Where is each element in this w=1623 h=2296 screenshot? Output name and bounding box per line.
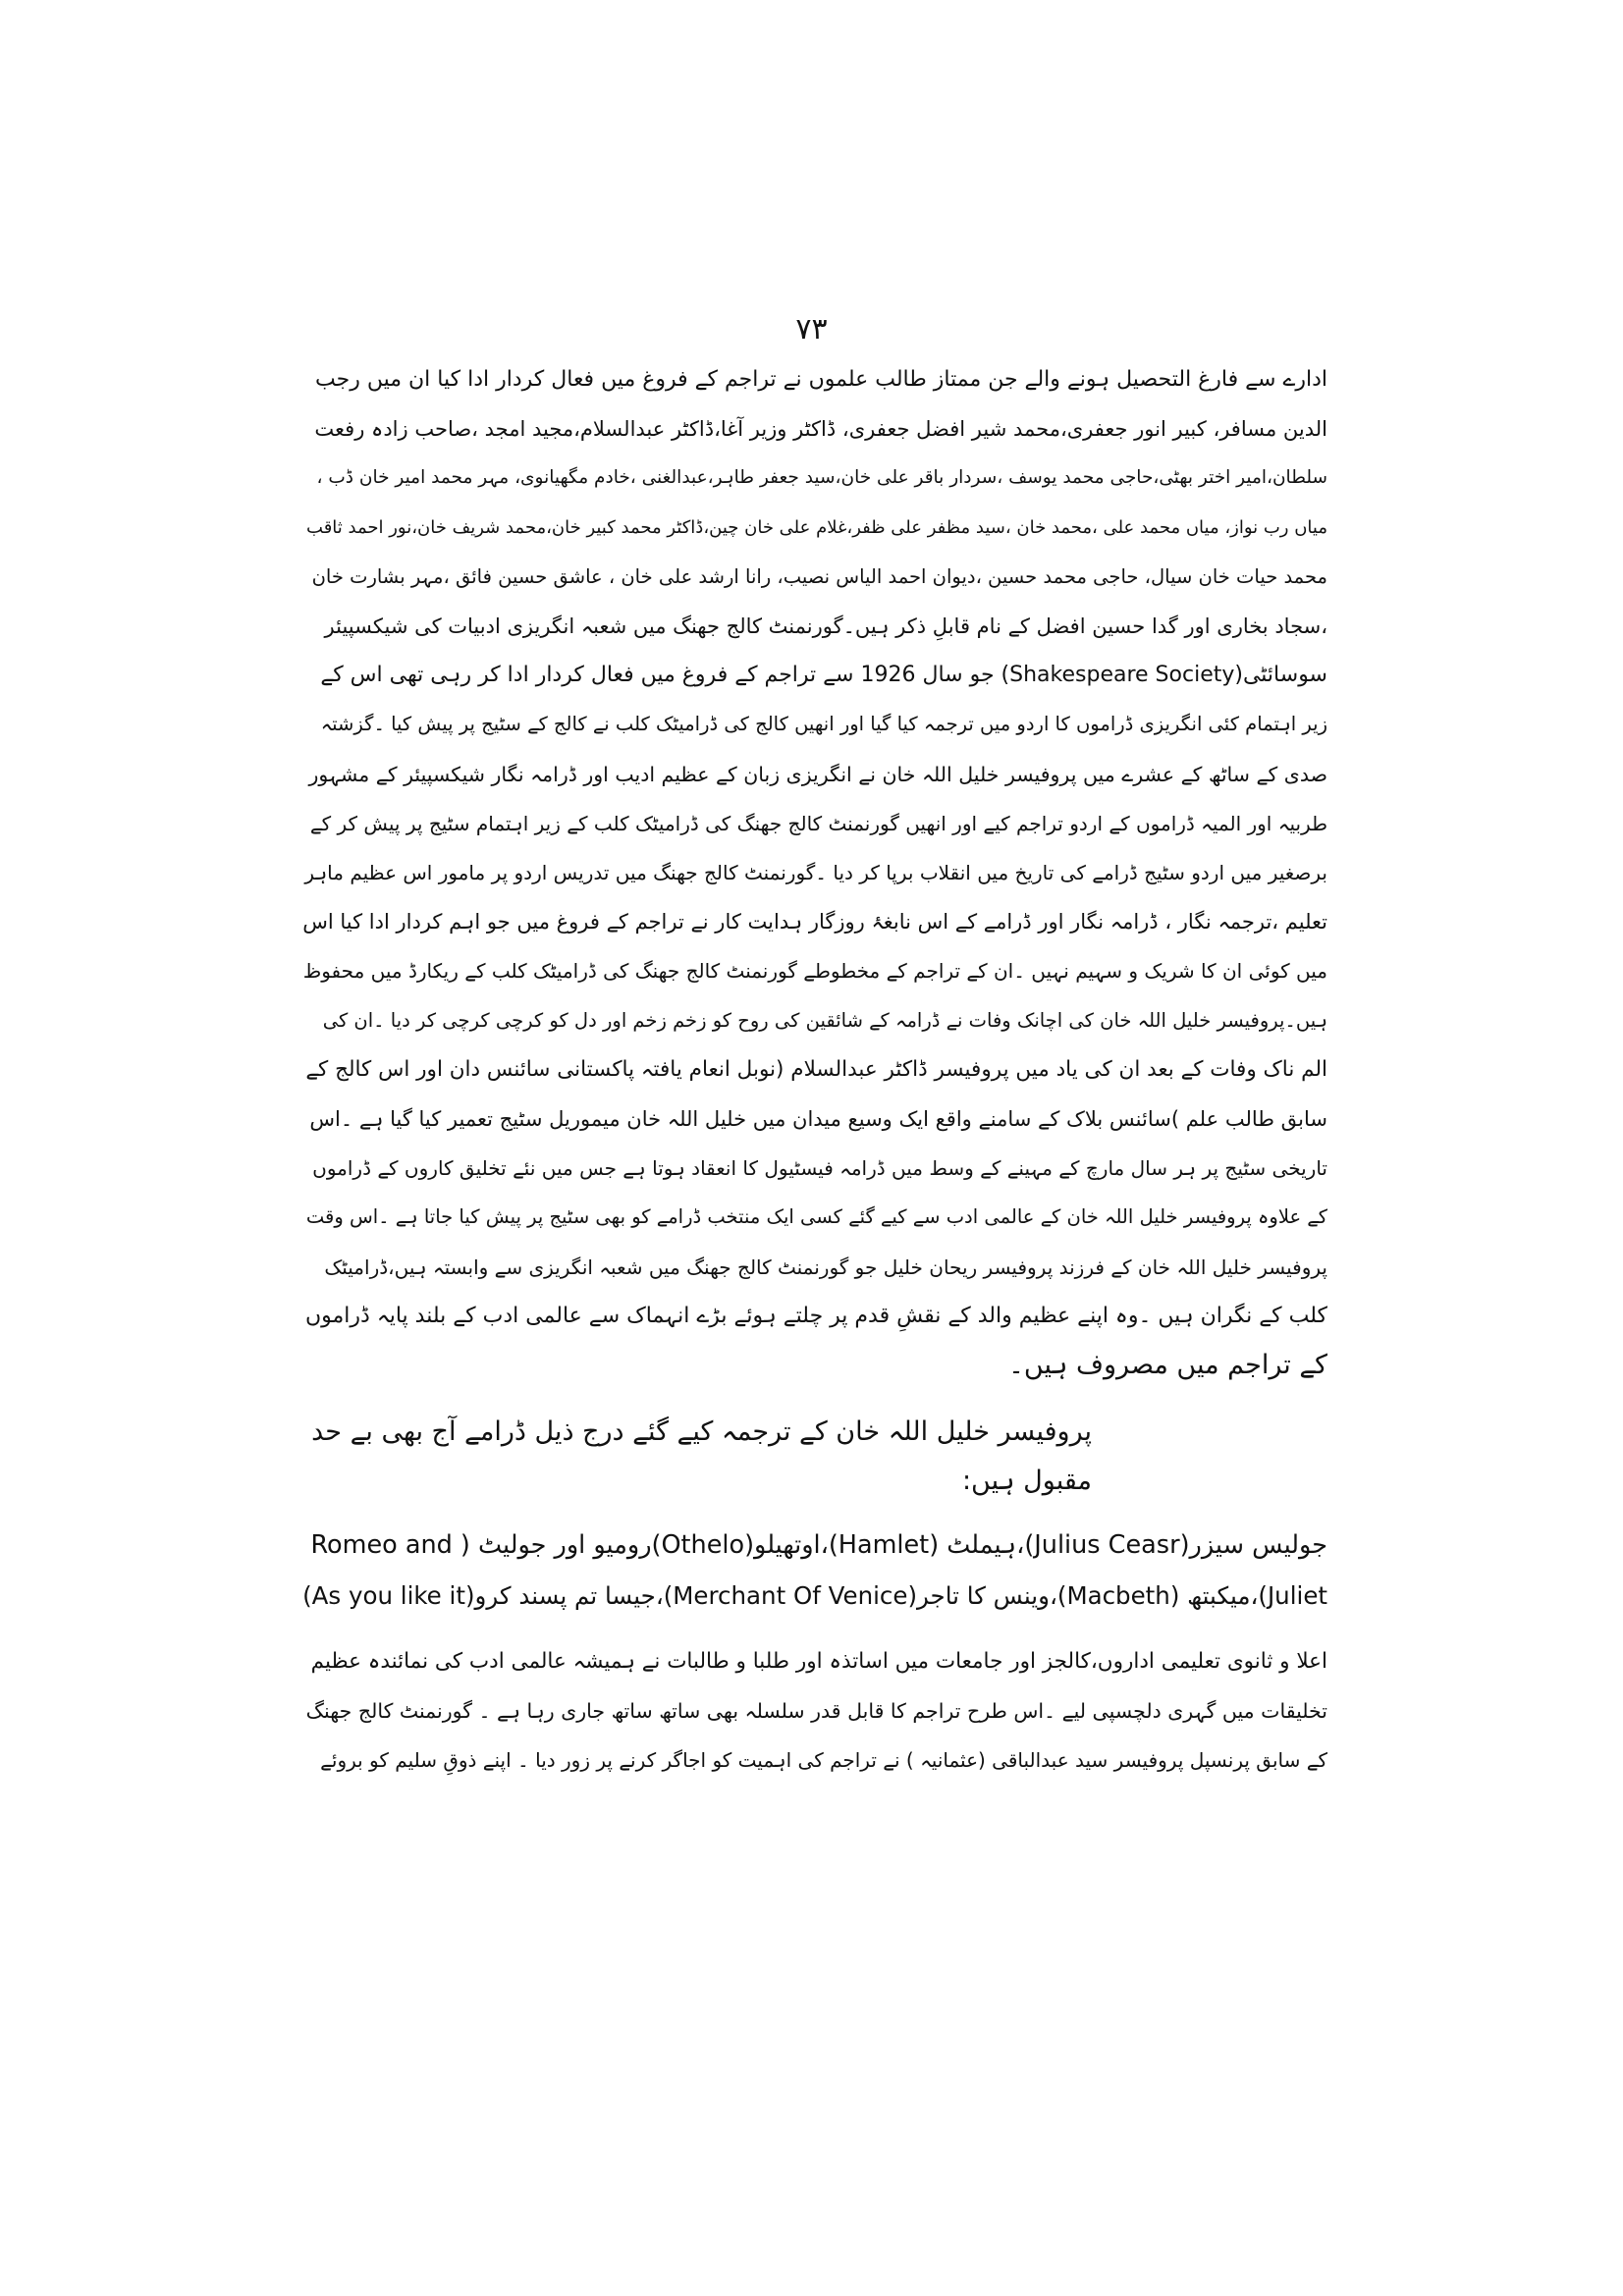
paragraph-1	[302, 355, 1327, 1390]
text-line: تعلیم ،ترجمہ نگار ، ڈرامہ نگار اور ڈرامے کے اس نابغۂ روزگار ہدایت کار نے تراجم کے فروغ میں جو اہم کردار ادا کیا اس	[302, 910, 1327, 934]
plays-intro: پروفیسر خلیل اللہ خان کے ترجمہ کیے گئے درج ذیل ڈرامے آج بھی بے حد مقبول ہیں:	[311, 1416, 1092, 1497]
paragraph-2	[302, 1637, 1327, 1785]
plays-list	[302, 1520, 1327, 1622]
text-line: کے تراجم میں مصروف ہیں۔	[1008, 1350, 1327, 1381]
text-line: الم ناک وفات کے بعد ان کی یاد میں پروفیسر ڈاکٹر عبدالسلام (نوبل انعام یافتہ پاکستانی سائنس دان اور اس کالج کے	[305, 1056, 1327, 1082]
text-line: طربیہ اور المیہ ڈراموں کے اردو تراجم کیے اور انھیں گورنمنٹ کالج جھنگ کی ڈرامیٹک کلب کے زیر اہتمام سٹیج پر پیش کر کے	[309, 811, 1327, 835]
text-line: سابق طالب علم )سائنس بلاک کے سامنے واقع ایک وسیع میدان میں خلیل اللہ خان میموریل سٹیج تعمیر کیا گیا ہے ۔اس	[309, 1107, 1327, 1132]
plays-line: جولیس سیزر(Julius Ceasr)،ہیملٹ (Hamlet)،اوتھیلو(Othelo)رومیو اور جولیٹ ( Romeo and	[310, 1530, 1327, 1561]
text-line: ہیں۔پروفیسر خلیل اللہ خان کی اچانک وفات نے ڈرامہ کے شائقین کی روح کو زخم زخم اور دل کو کرچی کرچی کر دیا ۔ان کی	[322, 1008, 1327, 1032]
text-line: محمد حیات خان سیال، حاجی محمد حسین ،دیوان احمد الیاس نصیب، رانا ارشد علی خان ، عاشق حسین فائق ،مہر بشارت خان	[311, 564, 1327, 588]
text-line: سوسائٹی(Shakespeare Society) جو سال 1926 سے تراجم کے فروغ میں فعال کردار ادا کر رہی تھی اس کے	[320, 663, 1327, 688]
text-line: میاں رب نواز، میاں محمد علی ،محمد خان ،سید مظفر علی ظفر،غلام علی خان چین،ڈاکٹر محمد کبیر خان،محمد شریف خان،نور احمد ثاقب	[306, 516, 1327, 538]
document-body	[302, 355, 1327, 1785]
text-line: تخلیقات میں گہری دلچسپی لیے ۔اس طرح تراجم کا قابل قدر سلسلہ بھی ساتھ ساتھ جاری رہا ہے ۔ گورنمنٹ کالج جھنگ	[305, 1699, 1327, 1724]
text-line: تاریخی سٹیج پر ہر سال مارچ کے مہینے کے وسط میں ڈرامہ فیسٹیول کا انعقاد ہوتا ہے جس میں نئے تخلیق کاروں کے ڈراموں	[312, 1156, 1327, 1181]
text-line: کلب کے نگران ہیں ۔وہ اپنے عظیم والد کے نقشِ قدم پر چلتے ہوئے بڑے انہماک سے عالمی ادب کے بلند پایہ ڈراموں	[305, 1303, 1327, 1328]
text-line: الدین مسافر، کبیر انور جعفری،محمد شیر افضل جعفری، ڈاکٹر وزیر آغا،ڈاکٹر عبدالسلام،مجید امجد ،صاحب زادہ رفعت	[314, 417, 1327, 442]
text-line: برصغیر میں اردو سٹیج ڈرامے کی تاریخ میں انقلاب برپا کر دیا ۔گورنمنٹ کالج جھنگ میں تدریس اردو پر مامور اس عظیم ماہر	[304, 861, 1327, 885]
text-line: سلطان،امیر اختر بھٹی،حاجی محمد یوسف ،سردار باقر علی خان،سید جعفر طاہر،عبدالغنی ،خادم مگھیانوی، مہر محمد امیر خان ڈب ،	[316, 467, 1327, 489]
text-line: ادارے سے فارغ التحصیل ہونے والے جن ممتاز طالب علموں نے تراجم کے فروغ میں فعال کردار ادا کیا ان میں رجب	[315, 367, 1327, 392]
text-line: پروفیسر خلیل اللہ خان کے فرزند پروفیسر ریحان خلیل جو گورنمنٹ کالج جھنگ میں شعبہ انگریزی سے وابستہ ہیں،ڈرامیٹک	[324, 1255, 1327, 1279]
text-line: کے سابق پرنسپل پروفیسر سید عبدالباقی (عثمانیہ ) نے تراجم کی اہمیت کو اجاگر کرنے پر زور دیا ۔ اپنے ذوقِ سلیم کو بروئے	[320, 1748, 1327, 1773]
text-line: کے علاوہ پروفیسر خلیل اللہ خان کے عالمی ادب سے کیے گئے کسی ایک منتخب ڈرامے کو بھی سٹیج پر پیش کیا جاتا ہے ۔اس وقت	[305, 1205, 1327, 1229]
plays-line: Juliet)،میکبتھ (Macbeth)،وینس کا تاجر(Merchant Of Venice)،جیسا تم پسند کرو(As you like it)	[302, 1581, 1327, 1611]
page-number: ۷۳	[795, 312, 828, 347]
text-line: میں کوئی ان کا شریک و سہیم نہیں ۔ان کے تراجم کے مخطوطے گورنمنٹ کالج جھنگ کی ڈرامیٹک کلب کے ریکارڈ میں محفوظ	[302, 959, 1327, 984]
text-line: زیر اہتمام کئی انگریزی ڈراموں کا اردو میں ترجمہ کیا گیا اور انھیں کالج کی ڈرامیٹک کلب نے کالج کے سٹیج پر پیش کیا ۔گزشتہ	[320, 713, 1327, 736]
text-line: ،سجاد بخاری اور گدا حسین افضل کے نام قابلِ ذکر ہیں۔گورنمنٹ کالج جھنگ میں شعبہ انگریزی ادبیات کی شیکسپیئر	[324, 614, 1327, 639]
text-line: اعلا و ثانوی تعلیمی اداروں،کالجز اور جامعات میں اساتذہ اور طلبا و طالبات نے ہمیشہ عالمی ادب کی نمائندہ عظیم	[310, 1649, 1327, 1675]
text-line: صدی کے ساٹھ کے عشرے میں پروفیسر خلیل اللہ خان نے انگریزی زبان کے عظیم ادیب اور ڈرامہ نگار شیکسپیئر کے مشہور	[308, 762, 1327, 786]
